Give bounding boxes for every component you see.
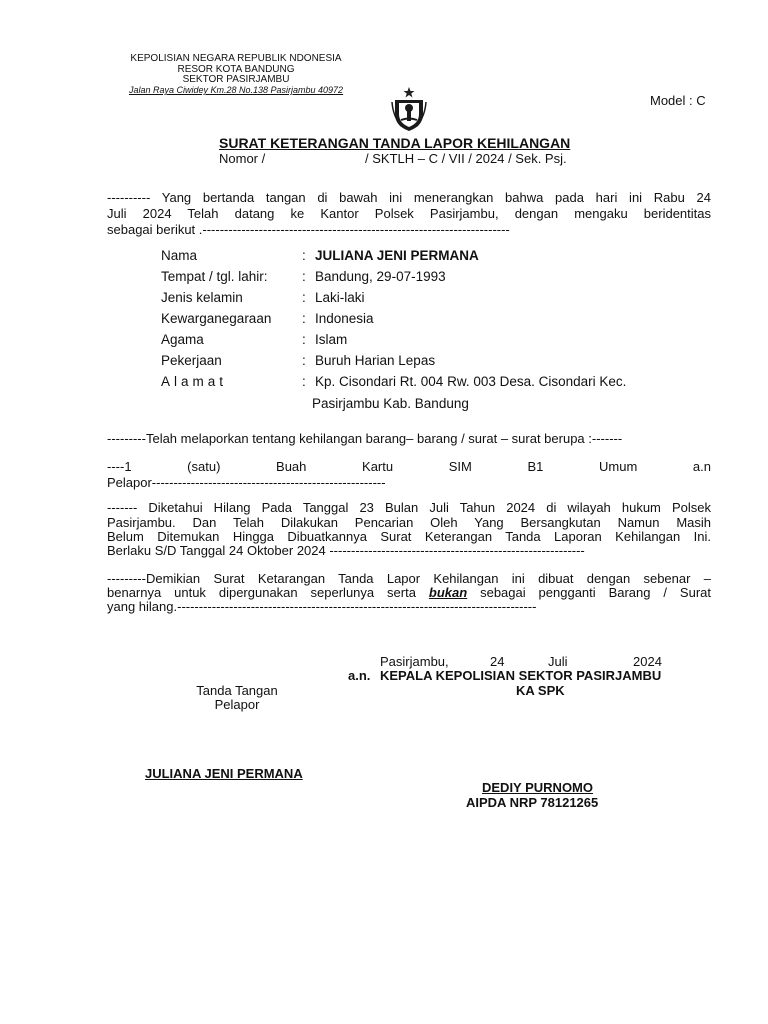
reporter-sign-label-2: Pelapor xyxy=(214,697,260,712)
closing-line-2-pre: benarnya untuk dipergunakan seperlunya serta xyxy=(107,585,429,600)
lost-item-word: ----1 xyxy=(107,459,132,474)
identity-value: Indonesia xyxy=(315,311,374,326)
header-line-1: KEPOLISIAN NEGARA REPUBLIK NDONESIA xyxy=(130,53,342,64)
paragraph-lost-line-1: ------- Diketahui Hilang Pada Tanggal 23 Bulan Juli Tahun 2024 di wilayah hukum Polsek xyxy=(107,500,711,515)
lost-item-word: Kartu xyxy=(362,459,394,474)
identity-value: Islam xyxy=(315,332,348,347)
document-title: SURAT KETERANGAN TANDA LAPOR KEHILANGAN xyxy=(219,135,571,151)
reporter-sign-label-1: Tanda Tangan xyxy=(196,683,278,698)
identity-colon: : xyxy=(302,353,306,368)
identity-label: Agama xyxy=(161,332,204,347)
intro-line-1: ---------- Yang bertanda tangan di bawah ini menerangkan bahwa pada hari ini Rabu 24 xyxy=(107,190,711,205)
identity-colon: : xyxy=(302,248,306,263)
lost-item-word: (satu) xyxy=(187,459,221,474)
closing-line-3: yang hilang.----------------------------------------------------------------------------------- xyxy=(107,599,537,614)
identity-colon: : xyxy=(302,290,306,305)
sign-day: 24 xyxy=(490,654,505,669)
officer-rank: AIPDA NRP 78121265 xyxy=(466,795,599,810)
reporter-name: JULIANA JENI PERMANA xyxy=(145,766,303,781)
sign-office: KEPALA KEPOLISIAN SEKTOR PASIRJAMBU xyxy=(380,668,662,683)
identity-colon: : xyxy=(302,332,306,347)
model-label: Model : C xyxy=(650,93,706,108)
emphasis-bukan: bukan xyxy=(428,585,468,600)
identity-label: Jenis kelamin xyxy=(161,290,243,305)
sign-an: a.n. xyxy=(348,668,371,683)
identity-value: JULIANA JENI PERMANA xyxy=(315,248,479,263)
identity-value: Kp. Cisondari Rt. 004 Rw. 003 Desa. Cisondari Kec. xyxy=(315,374,627,389)
identity-colon: : xyxy=(302,269,306,284)
paragraph-lost-line-3: Belum Ditemukan Hingga Dibuatkannya Surat Keterangan Tanda Laporan Kehilangan Ini. xyxy=(107,529,711,544)
police-emblem-icon xyxy=(391,86,427,132)
identity-label: Tempat / tgl. lahir: xyxy=(161,269,268,284)
nomor-value: / SKTLH – C / VII / 2024 / Sek. Psj. xyxy=(365,151,567,166)
identity-colon: : xyxy=(302,374,306,389)
identity-label: Kewarganegaraan xyxy=(161,311,272,326)
report-line: ---------Telah melaporkan tentang kehilangan barang– barang / surat – surat berupa :------- xyxy=(107,431,623,446)
lost-item-word: SIM xyxy=(448,459,472,474)
sign-month: Juli xyxy=(548,654,568,669)
identity-value: Buruh Harian Lepas xyxy=(315,353,436,368)
identity-value: Laki-laki xyxy=(315,290,365,305)
closing-line-1: ---------Demikian Surat Ketarangan Tanda Lapor Kehilangan ini dibuat dengan sebenar – xyxy=(107,571,711,586)
identity-value: Bandung, 29-07-1993 xyxy=(315,269,446,284)
paragraph-lost-line-2: Pasirjambu. Dan Telah Dilakukan Pencarian Oleh Yang Bersangkutan Namun Masih xyxy=(107,515,711,530)
lost-item-owner: Pelapor------------------------------------------------------ xyxy=(107,475,386,490)
sign-place: Pasirjambu, xyxy=(380,654,449,669)
closing-line-2 xyxy=(107,585,711,600)
identity-address-continued: Pasirjambu Kab. Bandung xyxy=(312,396,469,411)
intro-line-3: sebagai berikut .----------------------------------------------------------------------- xyxy=(107,222,510,237)
lost-item-line xyxy=(107,459,711,474)
header-address: Jalan Raya Ciwidey Km.28 No.138 Pasirjambu 40972 xyxy=(128,85,344,95)
lost-item-word: a.n xyxy=(692,459,711,474)
identity-label: Nama xyxy=(161,248,198,263)
identity-label: Pekerjaan xyxy=(161,353,222,368)
header-line-3: SEKTOR PASIRJAMBU xyxy=(182,74,290,85)
header-line-2: RESOR KOTA BANDUNG xyxy=(177,64,295,75)
paragraph-lost-line-4: Berlaku S/D Tanggal 24 Oktober 2024 ----------------------------------------------------------- xyxy=(107,543,585,558)
lost-item-word: B1 xyxy=(527,459,544,474)
lost-item-word: Buah xyxy=(276,459,307,474)
lost-item-word: Umum xyxy=(599,459,638,474)
sign-office-2: KA SPK xyxy=(516,683,565,698)
closing-line-2-post: sebagai pengganti Barang / Surat xyxy=(467,585,711,600)
nomor-label: Nomor / xyxy=(219,151,266,166)
intro-line-2: Juli 2024 Telah datang ke Kantor Polsek Pasirjambu, dengan mengaku beridentitas xyxy=(107,206,711,221)
sign-year: 2024 xyxy=(633,654,662,669)
officer-name: DEDIY PURNOMO xyxy=(482,780,593,795)
identity-colon: : xyxy=(302,311,306,326)
identity-label: Alamat xyxy=(161,374,228,389)
